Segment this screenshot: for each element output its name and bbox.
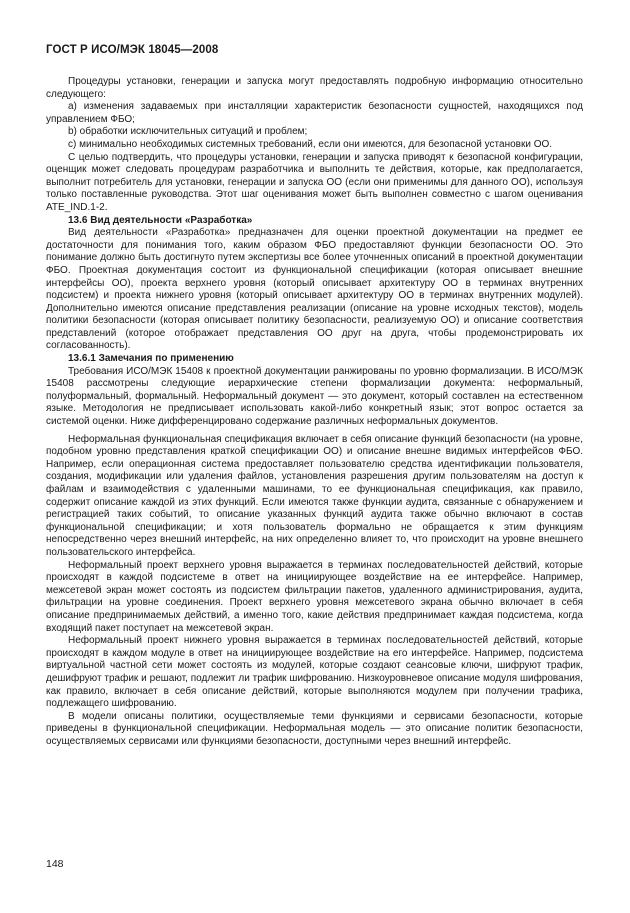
page-header: ГОСТ Р ИСО/МЭК 18045—2008 bbox=[46, 44, 219, 56]
page-body bbox=[46, 76, 583, 748]
paragraph: Процедуры установки, генерации и запуска могут предоставлять подробную информацию относительно следующего: bbox=[46, 76, 583, 100]
page-number: 148 bbox=[46, 858, 64, 870]
paragraph: Требования ИСО/МЭК 15408 к проектной документации ранжированы по уровню формализации. В ИСО/МЭК 15408 рассмотрены следующие иерархические степени формализации документа: неформальный, полуформальный, формальный. Неформальный документ — это документ, который составлен на естественном языке. Методология не предписывает использовать какой-либо конкретный язык; этот вопрос остается за системой оценки. Ниже дифференцировано содержание различных неформальных документов. bbox=[46, 365, 583, 428]
section-heading: 13.6 Вид деятельности «Разработка» bbox=[68, 214, 253, 226]
list-item: a) изменения задаваемых при инсталляции характеристик безопасности сущностей, находящихся под управлением ФБО; bbox=[46, 101, 583, 125]
list-item: c) минимально необходимых системных требований, если они имеются, для безопасной установки ОО. bbox=[68, 138, 553, 150]
paragraph: Вид деятельности «Разработка» предназначен для оценки проектной документации на предмет ее достаточности для понимания того, каким образом ФБО предоставляют функции безопасности ОО. Это понимание должно быть достигнуто путем экспертизы все более уточненных описаний в проектной документации ФБО. Проектная документация состоит из функциональной спецификации (которая описывает внешние интерфейсы ОО), проекта верхнего уровня (который описывает архитектуру ОО в терминах внутренних подсистем) и проекта нижнего уровня (который описывает архитектуру ОО в терминах внутренних модулей). Дополнительно имеются описание представления реализации (описание на уровне исходных текстов), модель политики безопасности (которая описывает политику безопасности, реализуемую ОО) и описание соответствия представлений (которое отображает представления ОО друг на друга, чтобы продемонстрировать их согласованность). bbox=[46, 227, 583, 352]
list-item: b) обработки исключительных ситуаций и проблем; bbox=[68, 126, 308, 138]
paragraph: Неформальный проект нижнего уровня выражается в терминах последовательностей действий, которые происходят в каждом модуле в ответ на инициирующее воздействие на его интерфейсе. Например, подсистема виртуальной частной сети может состоять из модулей, которые создают сеансовые ключи, шифруют трафик, дешифруют трафик и решают, подлежит ли трафик шифрованию. Низкоуровневое описание модуля шифрования, как правило, включает в себя описание действий, которые выполняются модулем при получении трафика, подлежащего шифрованию. bbox=[46, 635, 583, 710]
subsection-heading: 13.6.1 Замечания по применению bbox=[68, 353, 234, 365]
paragraph: В модели описаны политики, осуществляемые теми функциями и сервисами безопасности, которые приведены в функциональной спецификации. Неформальная модель — это описание политик безопасности, осуществляемых сервисами или функциями безопасности, доступными через внешний интерфейс. bbox=[46, 710, 583, 747]
paragraph: Неформальный проект верхнего уровня выражается в терминах последовательностей действий, которые происходят в каждой подсистеме в ответ на инициирующее воздействие на ее интерфейсе. Например, межсетевой экран может состоять из подсистем фильтрации пакетов, удаленного администрирования, аудита, фильтрации на уровне соединения. Проект верхнего уровня межсетевого экрана обычно включает в себя описание предпринимаемых действий, а именно того, какие действия предпринимает каждая подсистема, когда входящий пакет поступает на межсетевой экран. bbox=[46, 559, 583, 634]
paragraph: С целью подтвердить, что процедуры установки, генерации и запуска приводят к безопасной конфигурации, оценщик может следовать процедурам разработчика и выполнить те действия, которые, как предполагается, выполнит потребитель для установки, генерации и запуска ОО (если они применимы для данного ОО), используя только поставленные руководства. Этот шаг оценивания может быть выполнен совместно с шагом оценивания ATE_IND.1-2. bbox=[46, 151, 583, 213]
paragraph: Неформальная функциональная спецификация включает в себя описание функций безопасности (на уровне, подобном уровню представления краткой спецификации ОО) и описание внешне видимых интерфейсов ФБО. Например, если операционная система предоставляет пользователю средства идентификации пользователя, создания, модификации или удаления файлов, установления разрешения другим пользователям на доступ к файлам и взаимодействия с удаленными машинами, то ее функциональная спецификация, как правило, содержит описание каждой из этих функций. Если имеются также функции аудита, связанные с обнаружением и регистрацией таких событий, то описание указанных функций аудита также обычно включают в состав функциональной спецификации; и хотя пользователь формально не обращается к этим функциям непосредственно через внешний интерфейс, на них определенно влияет то, что происходит на уровне внешнего пользовательского интерфейса. bbox=[46, 433, 583, 558]
